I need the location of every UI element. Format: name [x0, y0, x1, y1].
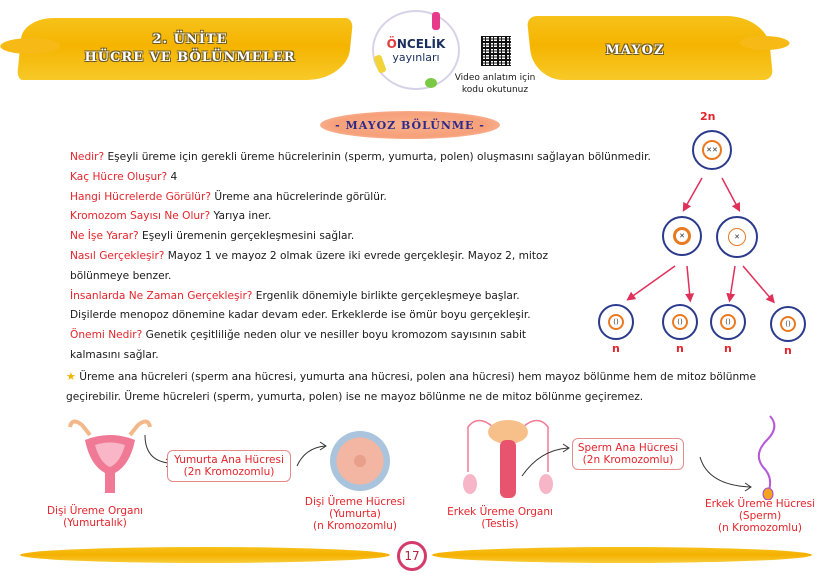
publisher-logo [372, 10, 460, 90]
qa-item: Önemi Nedir? Genetik çeşitliliğe neden olur ve nesiller boyu kromozom sayısının sabit [70, 329, 527, 342]
sperm-mother-cell-box: Sperm Ana Hücresi (2n Kromozomlu) [572, 438, 684, 470]
sperm-cell-label: Erkek Üreme Hücresi (Sperm) (n Kromozomlu) [704, 498, 816, 534]
female-organ-label: Dişi Üreme Organı (Yumurtalık) [46, 505, 144, 529]
section-title-pill [320, 111, 500, 139]
gamete-cell: () [770, 306, 806, 342]
qa-item: İnsanlarda Ne Zaman Gerçekleşir? Ergenlik dönemiyle birlikte gerçekleşmeye başlar. [70, 289, 520, 302]
qa-item-cont: bölünmeye benzer. [70, 269, 172, 282]
qr-caption: Video anlatım için kodu okutunuz [454, 73, 536, 95]
footer-brush-left [20, 547, 390, 563]
qa-item: Kromozom Sayısı Ne Olur? Yarıya iner. [70, 210, 272, 223]
egg-cell-icon [330, 431, 390, 491]
page-number: 17 [397, 541, 427, 571]
flask-icon [425, 78, 437, 88]
label-2n: 2n [700, 110, 716, 123]
qr-code[interactable] [478, 33, 514, 69]
qa-item: Hangi Hücrelerde Görülür? Üreme ana hücrelerinde görülür. [70, 190, 387, 203]
qa-item-cont: Dişilerde menopoz dönemine kadar devam eder. Erkeklerde ise ömür boyu gerçekleşir. [70, 309, 531, 322]
egg-mother-cell-box: Yumurta Ana Hücresi (2n Kromozomlu) [167, 450, 291, 482]
info-note: ★ Üreme ana hücreleri (sperm ana hücresi, yumurta ana hücresi, polen ana hücresi) hem mayoz bölünme hem de mitoz bölünme geçirebilir. Üreme hücreleri (sperm, yumurta, polen) ise ne mayoz bölünme ne de mitoz bölünme geçiremez. [66, 370, 757, 403]
logo-sub: yayınları [392, 50, 440, 64]
male-organ-label: Erkek Üreme Organı (Testis) [447, 506, 553, 530]
footer-brush-right [432, 547, 812, 563]
qa-item: Kaç Hücre Oluşur? 4 [70, 170, 178, 183]
qa-item: Ne İşe Yarar? Eşeyli üremenin gerçekleşmesini sağlar. [70, 230, 355, 243]
arrow-icon [520, 440, 576, 480]
unit-title [60, 31, 320, 67]
section-title: - MAYOZ BÖLÜNME - [335, 118, 485, 132]
sperm-cell-icon [745, 412, 785, 500]
daughter-cell: ✕ [662, 216, 702, 256]
meiosis-diagram: 2n ✕✕ ✕ ✕ () () () () n n n n [590, 108, 820, 358]
gamete-cell: () [710, 304, 746, 340]
arrow-icon [295, 440, 331, 470]
unit-number: 2. ÜNİTE [152, 32, 228, 47]
gamete-cell: () [598, 304, 634, 340]
daughter-cell: ✕ [716, 216, 758, 258]
gamete-cell: () [662, 304, 698, 340]
star-icon: ★ [66, 370, 76, 383]
egg-cell-label: Dişi Üreme Hücresi (Yumurta) (n Kromozomlu) [304, 496, 406, 532]
test-tube-icon [432, 12, 440, 30]
qa-item-cont: kalmasını sağlar. [70, 348, 159, 361]
topic-title: MAYOZ [605, 43, 665, 58]
unit-name: HÜCRE VE BÖLÜNMELER [84, 50, 296, 65]
logo-brand: ÖNCELİK [386, 36, 446, 51]
nucleus: ✕✕ [702, 140, 722, 160]
qa-item: Nedir? Eşeyli üreme için gerekli üreme hücrelerinin (sperm, yumurta, polen) oluşmasını sağlayan bölünmedir. [70, 151, 651, 163]
qa-item: Nasıl Gerçekleşir? Mayoz 1 ve mayoz 2 olmak üzere iki evrede gerçekleşir. Mayoz 2, mitoz [70, 249, 549, 262]
qa-list [70, 148, 670, 366]
